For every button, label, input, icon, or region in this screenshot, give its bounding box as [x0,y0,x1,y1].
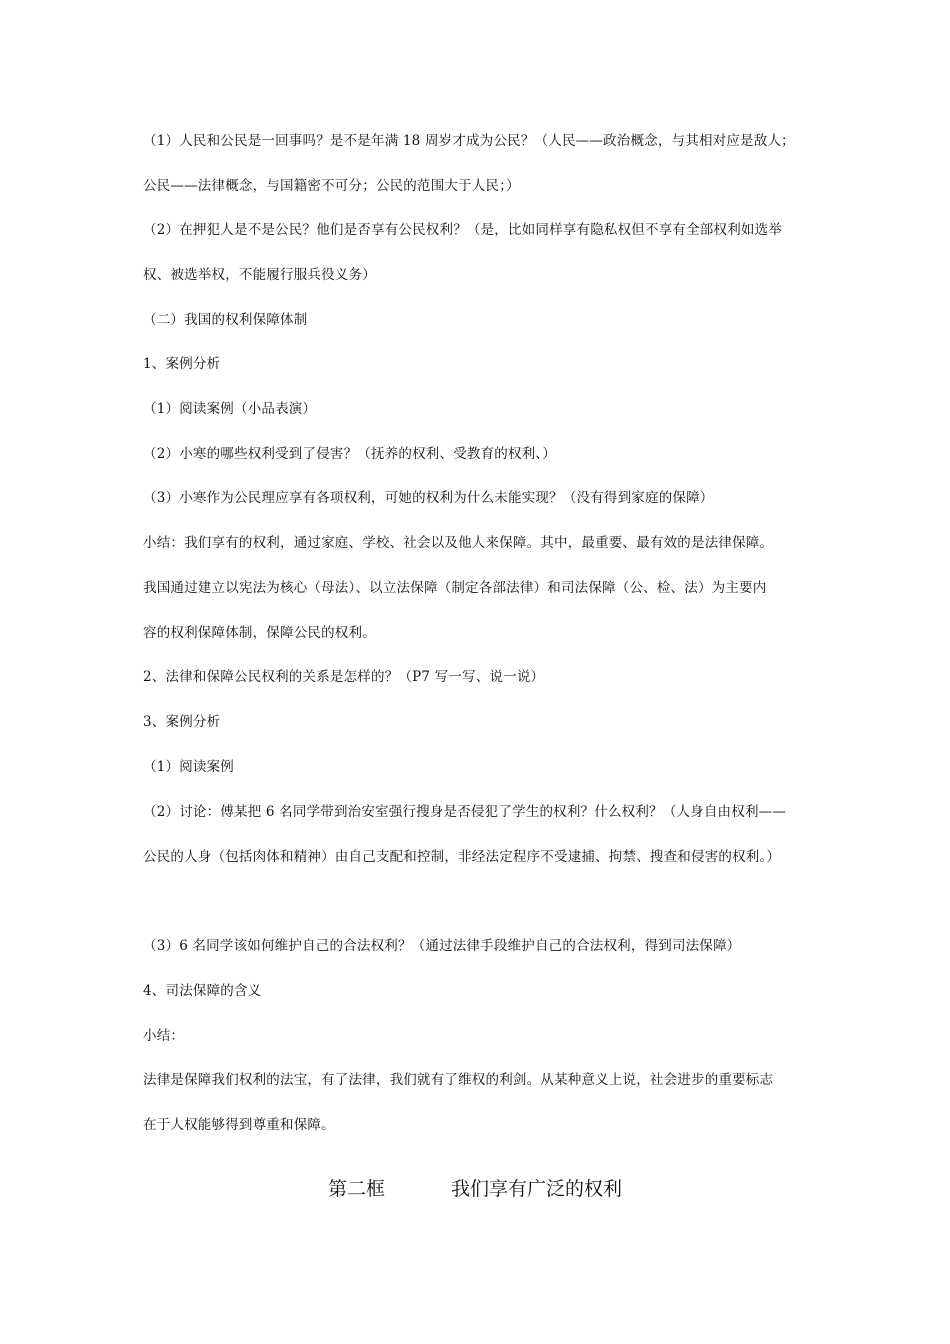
section-title-part2: 我们享有广泛的权利 [451,1178,623,1200]
text-line-3: （2）在押犯人是不是公民？他们是否享有公民权利？（是，比如同样享有隐私权但不享有全部权利如选举 [143,222,782,238]
text-line-1: （1）人民和公民是一回事吗？是不是年满 18 周岁才成为公民？（人民——政治概念，与其相对应是敌人； [143,133,795,149]
text-line-7: （1）阅读案例（小品表演） [143,401,317,417]
text-line-9: （3）小寒作为公民理应享有各项权利，可她的权利为什么未能实现？（没有得到家庭的保障） [143,490,714,506]
text-line-8: （2）小寒的哪些权利受到了侵害？（抚养的权利、受教育的权利、） [143,446,557,462]
text-line-21: 法律是保障我们权利的法宝，有了法律，我们就有了维权的利剑。从某种意义上说，社会进步的重要标志 [143,1072,774,1088]
text-line-5: （二）我国的权利保障体制 [143,312,308,328]
section-title-part1: 第二框 [327,1178,385,1200]
text-line-22: 在于人权能够得到尊重和保障。 [143,1117,335,1133]
text-line-20: 小结： [143,1028,185,1044]
section-title [0,1176,950,1202]
text-line-16: （2）讨论：傅某把 6 名同学带到治安室强行搜身是否侵犯了学生的权利？什么权利？（人身自由权利—— [143,804,787,820]
text-line-14: 3、案例分析 [143,714,221,730]
text-line-6: 1、案例分析 [143,356,221,372]
text-line-17: 公民的人身（包括肉体和精神）由自己支配和控制，非经法定程序不受逮捕、拘禁、搜查和侵害的权利。） [143,849,781,865]
text-line-10: 小结：我们享有的权利，通过家庭、学校、社会以及他人来保障。其中，最重要、最有效的是法律保障。 [143,535,774,551]
text-line-18: （3）6 名同学该如何维护自己的合法权利？（通过法律手段维护自己的合法权利，得到司法保障） [143,938,741,954]
text-line-11: 我国通过建立以宪法为核心（母法）、以立法保障（制定各部法律）和司法保障（公、检、法）为主要内 [143,580,767,596]
text-line-4: 权、被选举权，不能履行服兵役义务） [143,267,376,283]
text-line-15: （1）阅读案例 [143,759,234,775]
text-line-2: 公民——法律概念，与国籍密不可分；公民的范围大于人民；） [143,178,520,194]
text-line-12: 容的权利保障体制，保障公民的权利。 [143,625,376,641]
text-line-13: 2、法律和保障公民权利的关系是怎样的？（P7 写一写、说一说） [143,669,545,685]
text-line-19: 4、司法保障的含义 [143,983,262,999]
